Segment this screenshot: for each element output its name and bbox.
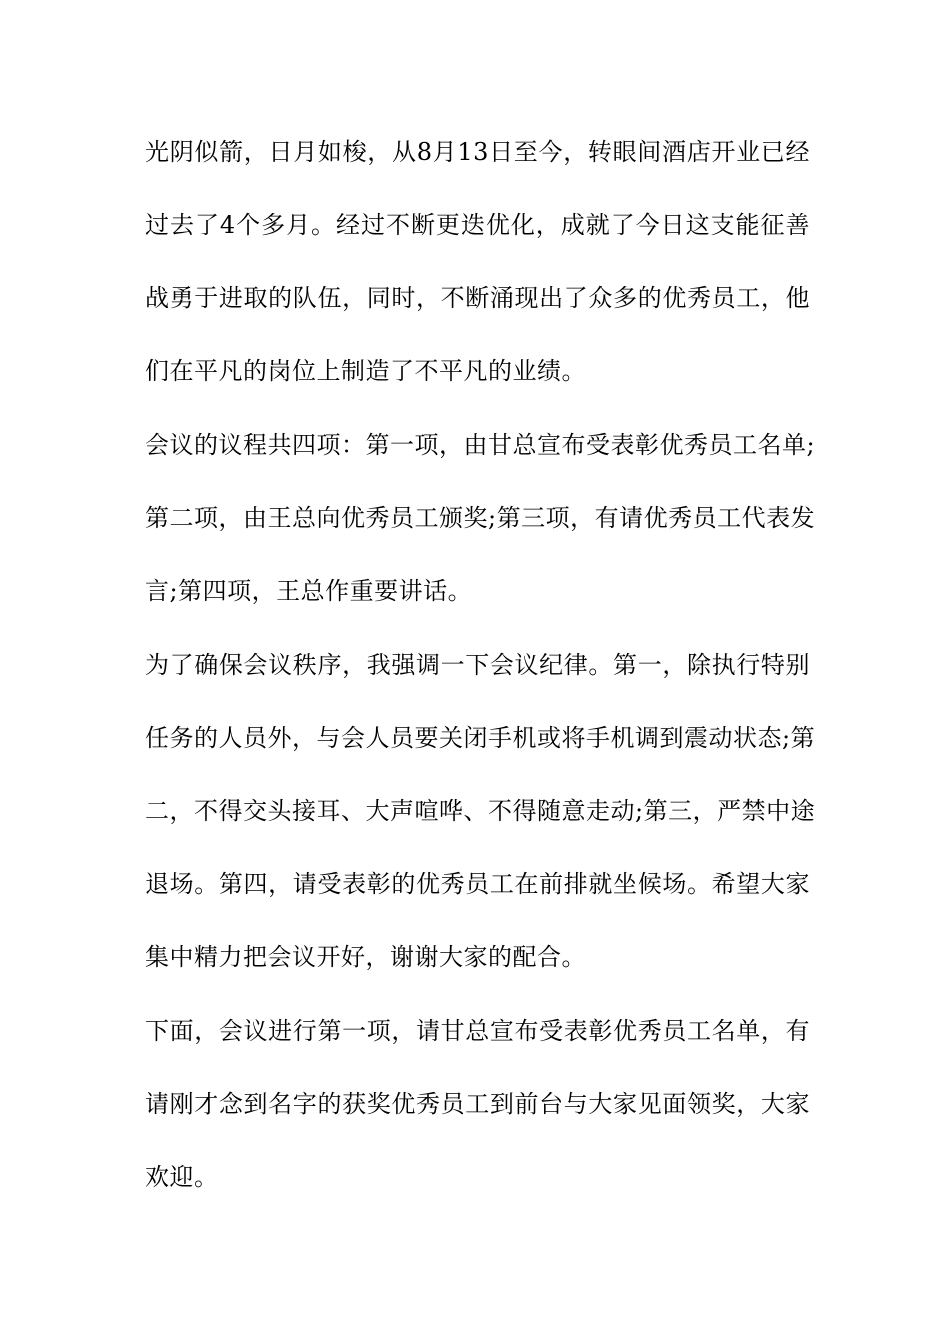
paragraph-agenda bbox=[145, 421, 816, 640]
text-line: 任务的人员外，与会人员要关闭手机或将手机调到震动状态;第 bbox=[145, 724, 816, 752]
text-line: 光阴似箭，日月如梭，从8月13日至今，转眼间酒店开业已经 bbox=[145, 138, 810, 166]
text-line: 退场。第四，请受表彰的优秀员工在前排就坐候场。希望大家 bbox=[145, 870, 810, 898]
text-line: 集中精力把会议开好，谢谢大家的配合。 bbox=[145, 943, 586, 971]
document-body bbox=[145, 128, 816, 1227]
text-line: 下面，会议进行第一项，请甘总宣布受表彰优秀员工名单，有 bbox=[145, 1017, 810, 1045]
text-line: 请刚才念到名字的获奖优秀员工到前台与大家见面领奖，大家 bbox=[145, 1090, 810, 1118]
paragraph-opening bbox=[145, 128, 810, 420]
text-line: 们在平凡的岗位上制造了不平凡的业绩。 bbox=[145, 357, 586, 385]
text-line: 会议的议程共四项：第一项，由甘总宣布受表彰优秀员工名单; bbox=[145, 431, 816, 459]
text-line: 过去了4个多月。经过不断更迭优化，成就了今日这支能征善 bbox=[145, 211, 810, 239]
text-line: 欢迎。 bbox=[145, 1163, 219, 1191]
paragraph-first-item bbox=[145, 1007, 810, 1226]
text-line: 为了确保会议秩序，我强调一下会议纪律。第一，除执行特别 bbox=[145, 651, 810, 679]
text-line: 言;第四项，王总作重要讲话。 bbox=[145, 577, 473, 605]
text-line: 第二项，由王总向优秀员工颁奖;第三项，有请优秀员工代表发 bbox=[145, 504, 816, 532]
text-line: 战勇于进取的队伍，同时，不断涌现出了众多的优秀员工，他 bbox=[145, 284, 810, 312]
paragraph-discipline bbox=[145, 641, 816, 1006]
text-line: 二，不得交头接耳、大声喧哗、不得随意走动;第三，严禁中途 bbox=[145, 797, 816, 825]
